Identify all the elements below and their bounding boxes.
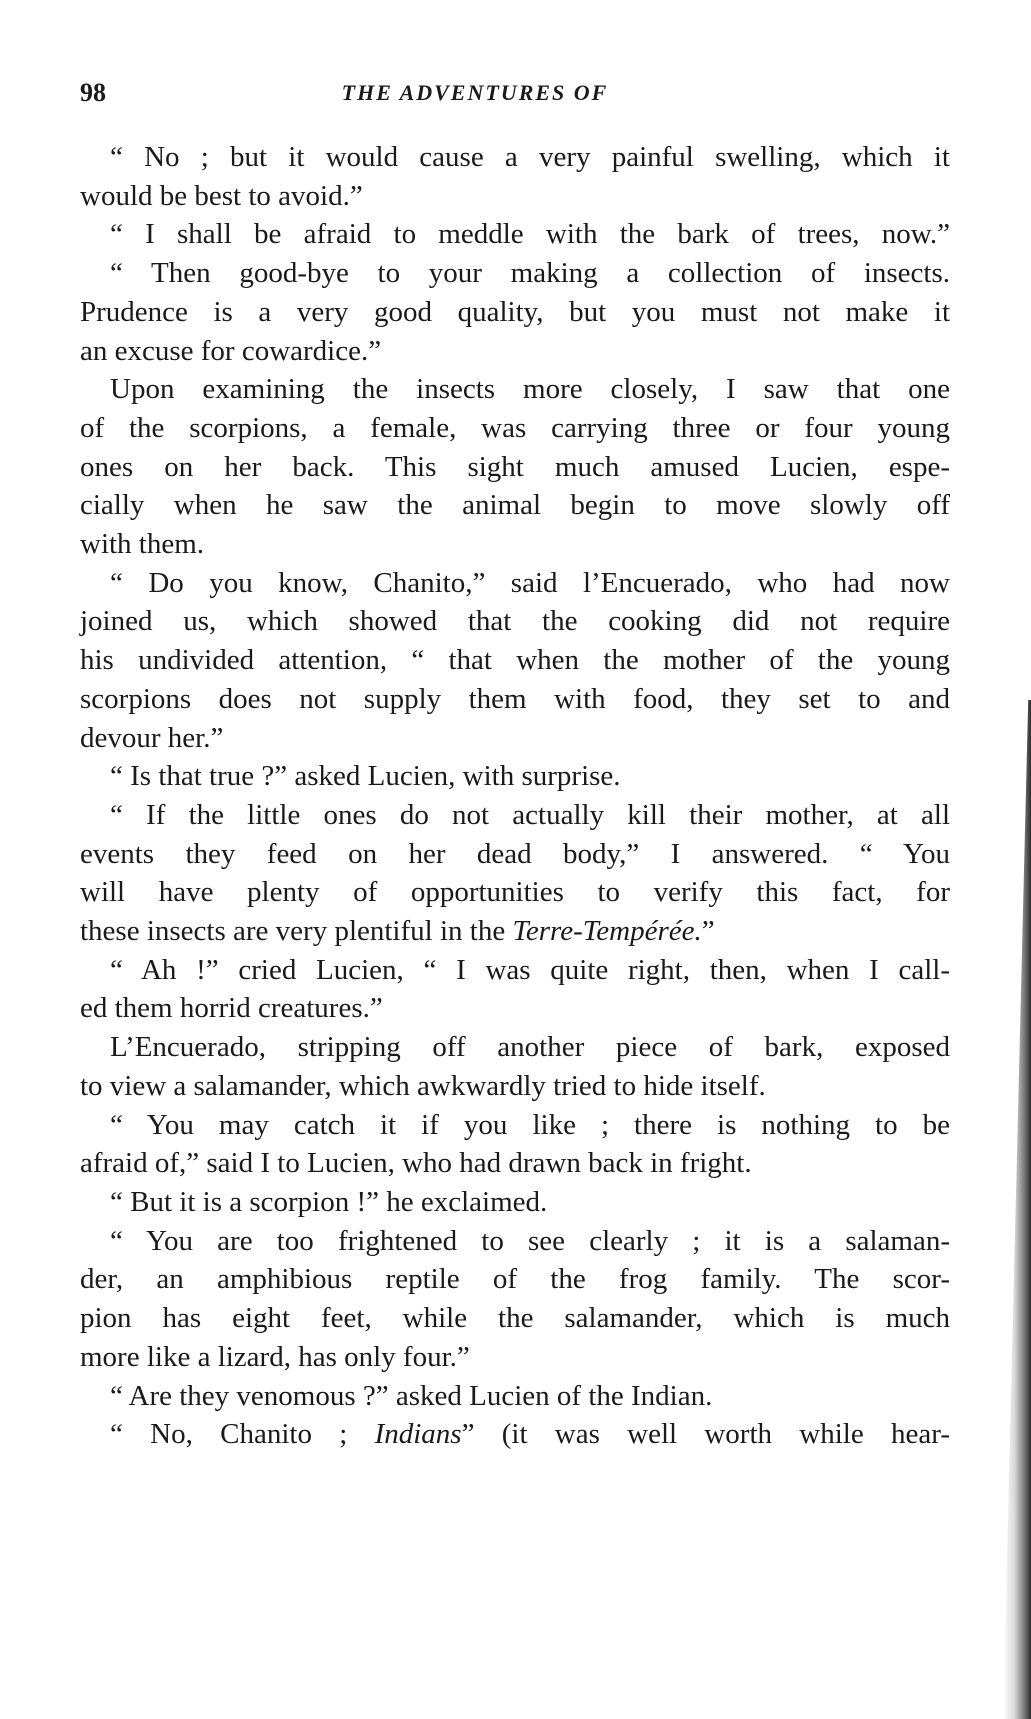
text-line	[80, 1415, 950, 1454]
text-line: more like a lizard, has only four.”	[80, 1340, 470, 1373]
text-line: Prudence is a very good quality, but you must not make it	[80, 295, 950, 328]
text-line: “ Is that true ?” asked Lucien, with surprise.	[110, 760, 621, 793]
text-line: “ If the little ones do not actually kill their mother, at all	[110, 798, 950, 831]
text-line: “ You may catch it if you like ; there is nothing to be	[110, 1108, 950, 1141]
running-head	[80, 78, 950, 114]
text-line: pion has eight feet, while the salamander, which is much	[80, 1302, 950, 1335]
text-line: afraid of,” said I to Lucien, who had drawn back in fright.	[80, 1147, 752, 1180]
text-line: “ Ah !” cried Lucien, “ I was quite right, then, when I call-	[110, 953, 950, 986]
text-line: “ You are too frightened to see clearly ; it is a salaman-	[110, 1224, 950, 1257]
text-line: will have plenty of opportunities to verify this fact, for	[80, 876, 950, 909]
italic-text: Indians	[374, 1418, 462, 1451]
text-line: would be best to avoid.”	[80, 179, 363, 212]
text-segment: “ No, Chanito ;	[110, 1418, 375, 1451]
text-line: “ I shall be afraid to meddle with the bark of trees, now.”	[110, 218, 950, 251]
text-line: scorpions does not supply them with food, they set to and	[80, 682, 950, 715]
text-line: of the scorpions, a female, was carrying three or four young	[80, 411, 950, 444]
text-line: with them.	[80, 528, 205, 561]
text-line: cially when he saw the animal begin to move slowly off	[80, 489, 950, 522]
text-line: “ Then good-bye to your making a collection of insects.	[110, 257, 950, 290]
italic-text: Terre-Tempérée.	[512, 915, 702, 948]
text-segment: ”	[701, 915, 715, 948]
text-line: ones on her back. This sight much amused Lucien, espe-	[80, 450, 950, 483]
text-line: ed them horrid creatures.”	[80, 992, 383, 1025]
page-number: 98	[80, 78, 106, 107]
text-segment: these insects are very plentiful in the	[80, 915, 513, 948]
text-line: devour her.”	[80, 721, 224, 754]
body-text	[80, 138, 950, 1454]
text-line: “ No ; but it would cause a very painful swelling, which it	[110, 141, 950, 173]
text-line: to view a salamander, which awkwardly tried to hide itself.	[80, 1069, 766, 1102]
text-line: L’Encuerado, stripping off another piece of bark, exposed	[110, 1031, 950, 1064]
text-line: an excuse for cowardice.”	[80, 334, 382, 367]
text-line: joined us, which showed that the cooking did not require	[80, 605, 950, 638]
page-edge-shadow	[1003, 700, 1031, 1719]
text-line: Upon examining the insects more closely, I saw that one	[110, 373, 950, 406]
running-title: THE ADVENTURES OF	[341, 80, 609, 105]
text-line: “ But it is a scorpion !” he exclaimed.	[110, 1185, 548, 1218]
text-line: “ Do you know, Chanito,” said l’Encuerado, who had now	[110, 566, 950, 599]
text-line: “ Are they venomous ?” asked Lucien of the Indian.	[110, 1379, 713, 1412]
text-line: his undivided attention, “ that when the mother of the young	[80, 644, 950, 677]
text-line: der, an amphibious reptile of the frog family. The scor-	[80, 1263, 950, 1296]
text-segment: ” (it was well worth while hear-	[461, 1418, 950, 1451]
text-line	[80, 912, 950, 951]
text-line: events they feed on her dead body,” I answered. “ You	[80, 837, 950, 870]
